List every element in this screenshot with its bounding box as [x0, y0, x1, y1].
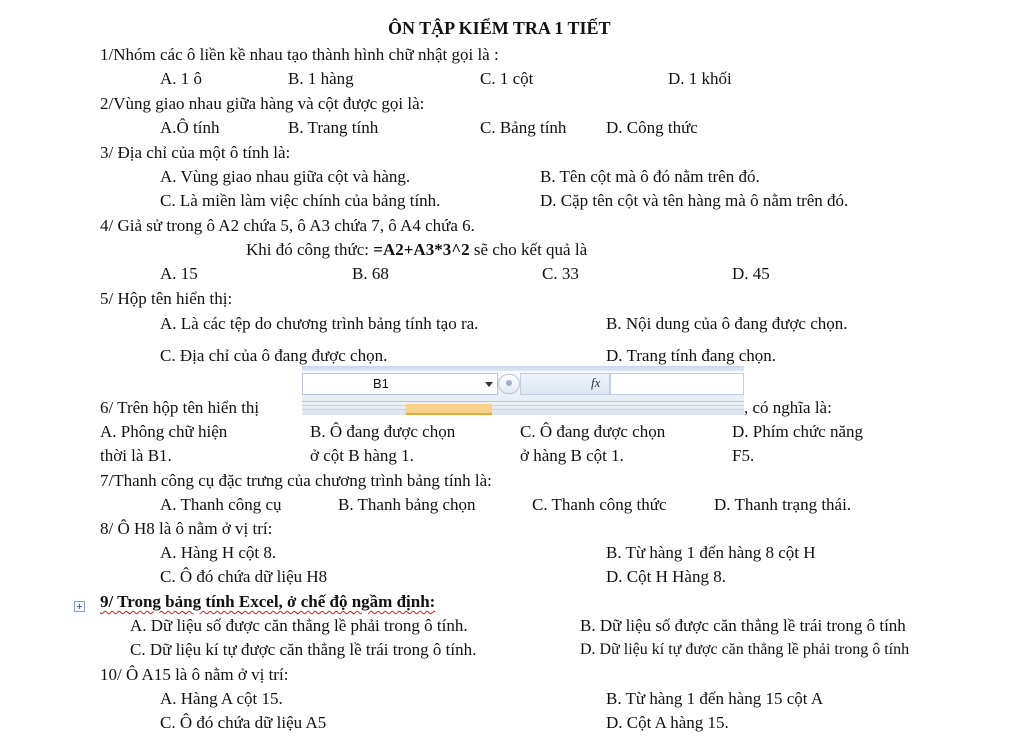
q5-option-c: C. Địa chỉ của ô đang được chọn. — [160, 346, 388, 365]
question-8: 8/ Ô H8 là ô nằm ở vị trí: — [100, 519, 273, 538]
q2-option-d: D. Công thức — [606, 118, 698, 137]
q1-option-b: B. 1 hàng — [288, 69, 354, 88]
q6-option-b: B. Ô đang được chọn — [310, 422, 456, 441]
q9-option-d: D. Dữ liệu kí tự được căn thẳng lề phải trong ô tính — [580, 641, 910, 658]
q6-option-a-cont: thời là B1. — [100, 446, 172, 465]
q4-option-b: B. 68 — [352, 264, 389, 283]
excel-name-box-image — [302, 366, 744, 414]
q9-option-b: B. Dữ liệu số được căn thẳng lề trái trong ô tính — [580, 616, 906, 635]
question-9 — [100, 592, 435, 612]
name-box-value: B1 — [373, 376, 389, 391]
q3-option-a: A. Vùng giao nhau giữa cột và hàng. — [160, 167, 411, 186]
question-6-pre: 6/ Trên hộp tên hiển thị — [100, 398, 260, 417]
question-3: 3/ Địa chỉ của một ô tính là: — [100, 143, 291, 162]
page-title: ÔN TẬP KIỂM TRA 1 TIẾT — [388, 18, 611, 38]
q2-option-b: B. Trang tính — [288, 118, 379, 137]
question-9-text: 9/ Trong bảng tính Excel, ở chế độ ngầm định: — [100, 592, 436, 611]
q5-option-d: D. Trang tính đang chọn. — [606, 346, 776, 365]
q6-option-c: C. Ô đang được chọn — [520, 422, 666, 441]
question-2: 2/Vùng giao nhau giữa hàng và cột được gọi là: — [100, 94, 425, 113]
q8-option-c: C. Ô đó chứa dữ liệu H8 — [160, 567, 328, 586]
expand-handle-icon[interactable] — [74, 601, 85, 612]
q2-option-a: A.Ô tính — [160, 118, 220, 137]
q4-formula-post: sẽ cho kết quả là — [469, 240, 588, 259]
q3-option-c: C. Là miền làm việc chính của bảng tính. — [160, 191, 441, 210]
q4-option-d: D. 45 — [732, 264, 770, 283]
q4-formula-pre: Khi đó công thức: — [246, 240, 374, 259]
q5-option-b: B. Nội dung của ô đang được chọn. — [606, 314, 848, 333]
q8-option-d: D. Cột H Hàng 8. — [606, 567, 726, 586]
q1-option-d: D. 1 khối — [668, 69, 732, 88]
q7-option-a: A. Thanh công cụ — [160, 495, 282, 514]
function-panel — [520, 373, 610, 395]
q5-option-a: A. Là các tệp do chương trình bảng tính tạo ra. — [160, 314, 479, 333]
fx-icon: fx — [591, 375, 601, 390]
q4-option-c: C. 33 — [542, 264, 579, 283]
q1-option-c: C. 1 cột — [480, 69, 534, 88]
q8-option-a: A. Hàng H cột 8. — [160, 543, 277, 562]
q6-option-d: D. Phím chức năng — [732, 422, 864, 441]
q3-option-d: D. Cặp tên cột và tên hàng mà ô nằm trên đó. — [540, 191, 849, 210]
question-4: 4/ Giả sử trong ô A2 chứa 5, ô A3 chứa 7, ô A4 chứa 6. — [100, 216, 475, 235]
q10-option-b: B. Từ hàng 1 đến hàng 15 cột A — [606, 689, 824, 708]
selected-column-header — [406, 404, 492, 415]
q3-option-b: B. Tên cột mà ô đó nằm trên đó. — [540, 167, 760, 186]
name-box — [302, 373, 498, 395]
question-5: 5/ Hộp tên hiển thị: — [100, 289, 233, 308]
formula-input — [610, 373, 744, 395]
splitter-grip-icon — [498, 374, 520, 394]
chevron-down-icon — [485, 382, 493, 387]
q8-option-b: B. Từ hàng 1 đến hàng 8 cột H — [606, 543, 816, 562]
q7-option-c: C. Thanh công thức — [532, 495, 667, 514]
q7-option-d: D. Thanh trạng thái. — [714, 495, 852, 514]
q10-option-a: A. Hàng A cột 15. — [160, 689, 283, 708]
q9-option-c: C. Dữ liệu kí tự được căn thẳng lề trái trong ô tính. — [130, 640, 477, 659]
q6-option-d-cont: F5. — [732, 446, 755, 465]
q4-formula-line — [246, 240, 587, 260]
q2-option-c: C. Bảng tính — [480, 118, 567, 137]
question-1: 1/Nhóm các ô liền kề nhau tạo thành hình chữ nhật gọi là : — [100, 45, 499, 64]
question-6-post: , có nghĩa là: — [744, 398, 832, 417]
q10-option-c: C. Ô đó chứa dữ liệu A5 — [160, 713, 327, 732]
q4-option-a: A. 15 — [160, 264, 198, 283]
question-7: 7/Thanh công cụ đặc trưng của chương trình bảng tính là: — [100, 471, 492, 490]
q4-formula: =A2+A3*3^2 — [373, 240, 470, 259]
q10-option-d: D. Cột A hàng 15. — [606, 713, 729, 732]
q7-option-b: B. Thanh bảng chọn — [338, 495, 476, 514]
q6-option-a: A. Phông chữ hiện — [100, 422, 228, 441]
q9-option-a: A. Dữ liệu số được căn thẳng lề phải trong ô tính. — [130, 616, 468, 635]
q6-option-b-cont: ở cột B hàng 1. — [310, 446, 414, 465]
q1-option-a: A. 1 ô — [160, 69, 203, 88]
q6-option-c-cont: ở hàng B cột 1. — [520, 446, 624, 465]
column-header-strip — [302, 401, 744, 415]
question-10: 10/ Ô A15 là ô nằm ở vị trí: — [100, 665, 289, 684]
